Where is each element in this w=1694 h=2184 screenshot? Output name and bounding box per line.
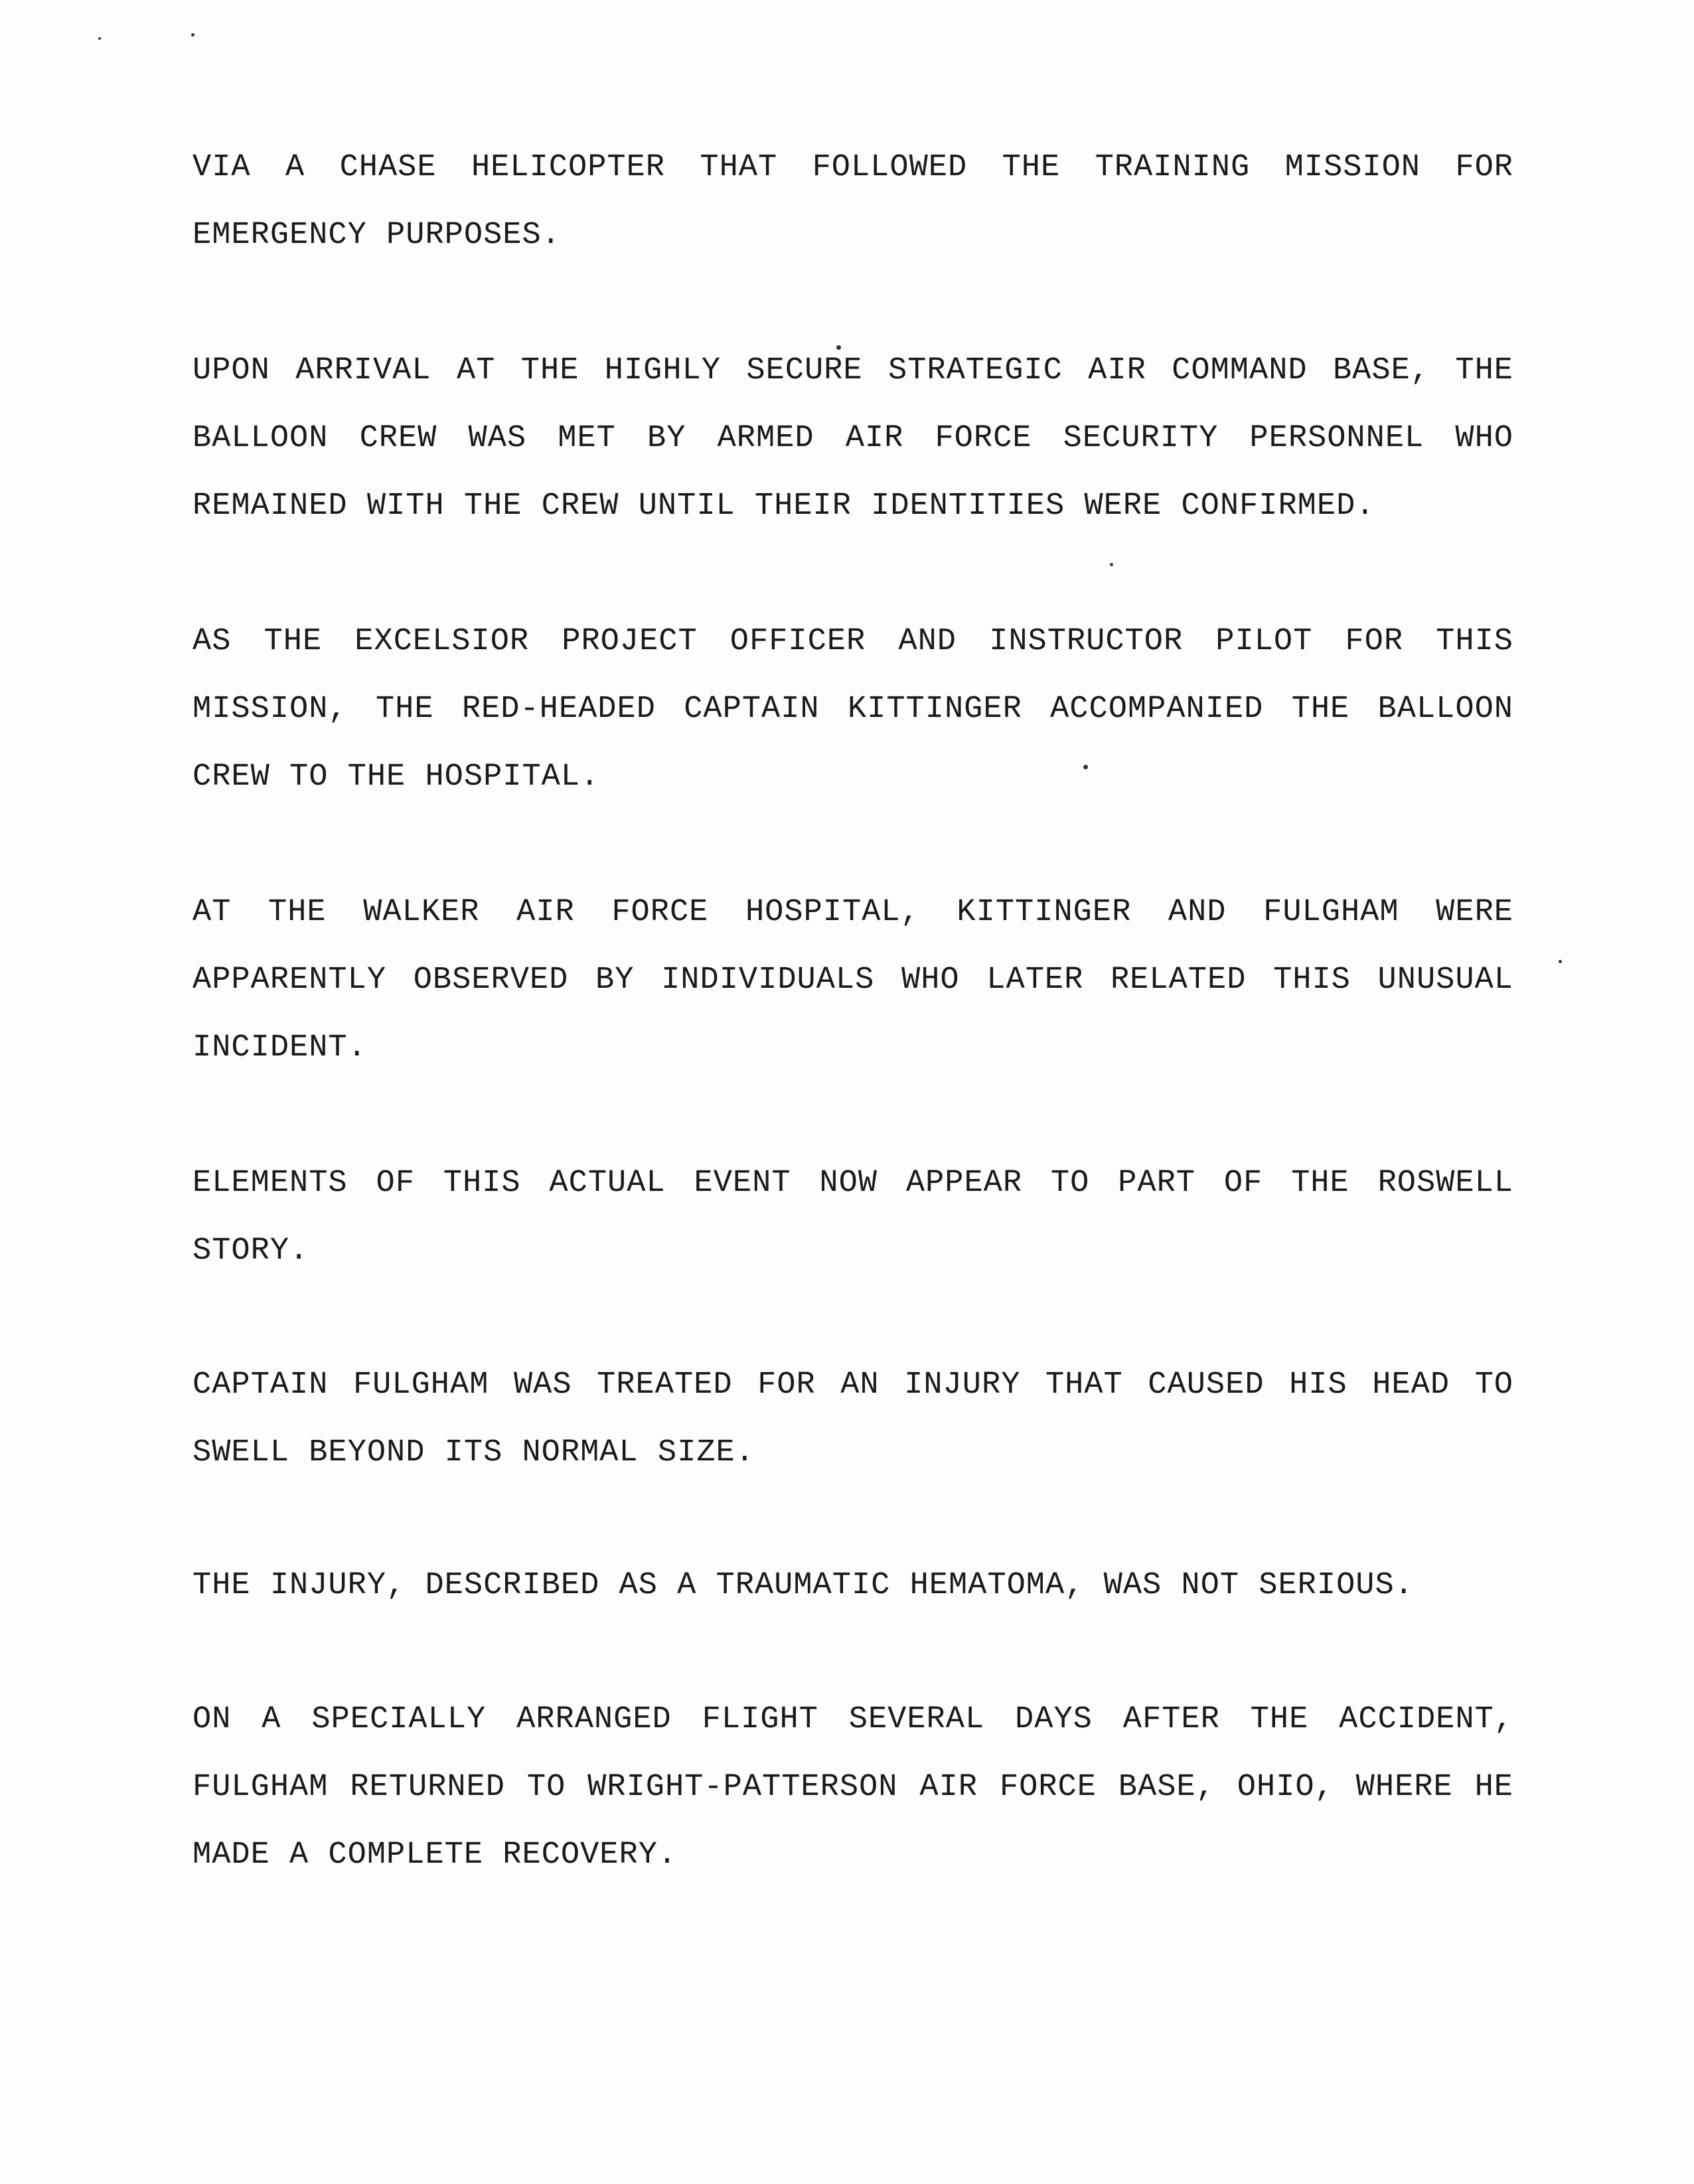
text-line: MISSION, THE RED-HEADED CAPTAIN KITTINGER ACCOMPANIED THE BALLOON [193,692,1513,727]
paragraph [193,879,1513,1082]
text-line: CREW TO THE HOSPITAL. [193,759,600,795]
paragraph [193,337,1513,540]
text-line: STORY. [193,1233,309,1269]
text-line: CAPTAIN FULGHAM WAS TREATED FOR AN INJURY THAT CAUSED HIS HEAD TO [193,1367,1513,1403]
text-line: BALLOON CREW WAS MET BY ARMED AIR FORCE SECURITY PERSONNEL WHO [193,421,1513,456]
text-line: APPARENTLY OBSERVED BY INDIVIDUALS WHO LATER RELATED THIS UNUSUAL [193,963,1513,998]
text-line: REMAINED WITH THE CREW UNTIL THEIR IDENTITIES WERE CONFIRMED. [193,489,1375,524]
scan-speck [1559,960,1562,963]
text-line: SWELL BEYOND ITS NORMAL SIZE. [193,1435,755,1470]
text-line: ON A SPECIALLY ARRANGED FLIGHT SEVERAL DAYS AFTER THE ACCIDENT, [193,1702,1513,1737]
paragraph [193,134,1513,270]
text-line: AT THE WALKER AIR FORCE HOSPITAL, KITTINGER AND FULGHAM WERE [193,895,1513,930]
paragraph [193,608,1513,811]
paragraph [193,1352,1513,1487]
text-line: UPON ARRIVAL AT THE HIGHLY SECURE STRATEGIC AIR COMMAND BASE, THE [193,353,1513,388]
paragraph [193,1686,1513,1889]
scan-speck [98,37,101,40]
scan-speck [1110,563,1113,566]
paragraph [193,1150,1513,1285]
text-line: AS THE EXCELSIOR PROJECT OFFICER AND INSTRUCTOR PILOT FOR THIS [193,624,1513,659]
paragraph [193,1552,1513,1620]
text-line: FULGHAM RETURNED TO WRIGHT-PATTERSON AIR FORCE BASE, OHIO, WHERE HE [193,1770,1513,1805]
text-line: INCIDENT. [193,1030,367,1065]
text-line: ELEMENTS OF THIS ACTUAL EVENT NOW APPEAR TO PART OF THE ROSWELL [193,1166,1513,1201]
scan-speck [191,33,194,37]
text-line: VIA A CHASE HELICOPTER THAT FOLLOWED THE TRAINING MISSION FOR [193,150,1513,185]
text-line: THE INJURY, DESCRIBED AS A TRAUMATIC HEMATOMA, WAS NOT SERIOUS. [193,1568,1414,1603]
text-line: MADE A COMPLETE RECOVERY. [193,1837,678,1873]
text-line: EMERGENCY PURPOSES. [193,218,561,253]
